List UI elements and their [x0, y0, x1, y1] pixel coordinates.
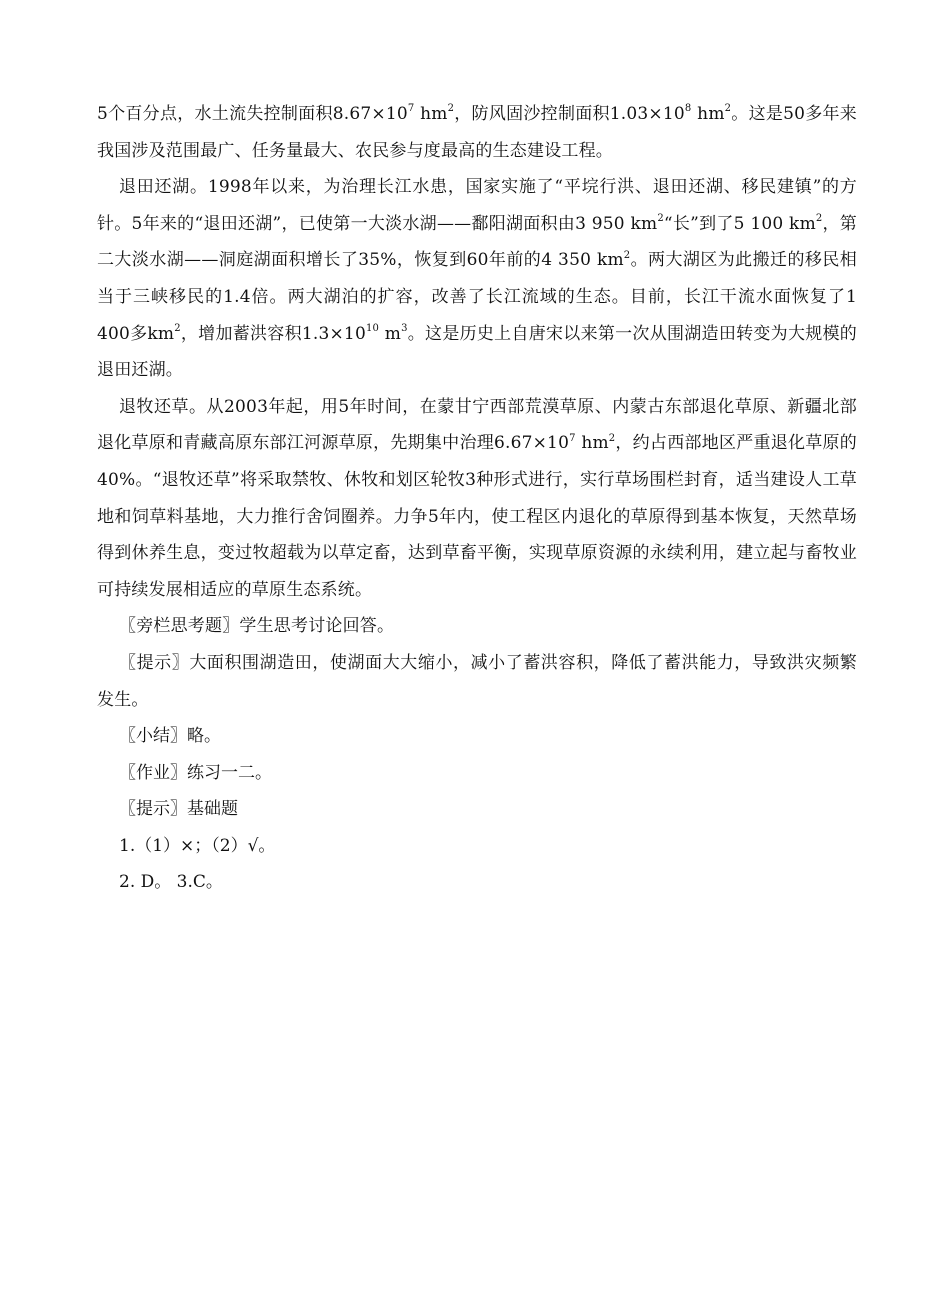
superscript-exponent: 3: [401, 322, 408, 334]
text-run: hm: [414, 104, 448, 124]
answer-line-1: 1.（1）×；（2）√。: [119, 835, 276, 856]
text-run: 。这是历史上自唐宋以来第一次从围湖造田转变为大规模的退田还湖。: [97, 323, 857, 381]
superscript-exponent: 2: [657, 213, 664, 225]
paragraph-continuation: [97, 96, 857, 169]
superscript-exponent: 2: [724, 103, 732, 115]
text-run: 〖提示〗大面积围湖造田，使湖面大大缩小，减小了蓄洪容积，降低了蓄洪能力，导致洪灾频繁发生。: [97, 652, 857, 710]
text-run: hm: [691, 104, 725, 124]
homework-line: 〖作业〗练习一二。: [119, 762, 272, 783]
text-run: m: [379, 323, 402, 344]
superscript-exponent: 7: [407, 103, 415, 115]
summary-line: 〖小结〗略。: [119, 726, 221, 747]
text-run: 5个百分点，水土流失控制面积8.67×10: [97, 104, 408, 124]
superscript-exponent: 7: [569, 432, 576, 444]
text-run: hm: [575, 433, 609, 454]
document-body: [97, 96, 857, 901]
superscript-exponent: 10: [365, 322, 380, 334]
superscript-exponent: 2: [447, 103, 455, 115]
hint-paragraph: [97, 645, 857, 718]
text-run: 退牧还草。从2003年起，用5年时间，在蒙甘宁西部荒漠草原、内蒙古东部退化草原、新疆北部退化草原和青藏高原东部江河源草原，先期集中治理6.67×10: [97, 396, 857, 454]
text-run: ，第二大淡水湖——洞庭湖面积增长了35%，恢复到60年前的4 350 km: [97, 213, 858, 271]
text-run: 退田还湖。1998年以来，为治理长江水患，国家实施了“平垸行洪、退田还湖、移民建镇”的方针。5年来的“退田还湖”，已使第一大淡水湖——鄱阳湖面积由3 950 km: [97, 177, 857, 234]
answer-line-2: 2. D。 3.C。: [119, 872, 223, 893]
text-run: 。两大湖区为此搬迁的移民相当于三峡移民的1.4倍。两大湖泊的扩容，改善了长江流域的生态。目前，长江干流水面恢复了1 400多km: [97, 250, 857, 344]
superscript-exponent: 2: [623, 249, 631, 261]
paragraph-grassland-restoration: [97, 389, 857, 609]
superscript-exponent: 2: [608, 432, 616, 444]
text-run: ，约占西部地区严重退化草原的40%。“退牧还草”将采取禁牧、休牧和划区轮牧3种形式进行，实行草场围栏封育，适当建设人工草地和饲草料基地，大力推行舍饲圈养。力争5年内，使工程区内退化的草原得到基本恢复，天然草场得到休养生息，变过牧超载为以草定畜，达到草畜平衡，实现草原资源的永续利用，建立起与畜牧业可持续发展相适应的草原生态系统。: [97, 433, 857, 600]
superscript-exponent: 8: [684, 103, 692, 115]
superscript-exponent: 2: [174, 322, 181, 334]
text-run: ，增加蓄洪容积1.3×10: [180, 323, 366, 344]
superscript-exponent: 2: [815, 213, 823, 225]
text-run: 〖旁栏思考题〗学生思考讨论回答。: [119, 616, 395, 637]
text-run: ，防风固沙控制面积1.03×10: [454, 104, 685, 124]
hint-basic-line: 〖提示〗基础题: [119, 799, 238, 820]
paragraph-lake-restoration: [97, 169, 857, 389]
sidebar-question: [97, 608, 857, 645]
text-run: 。这是50多年来我国涉及范围最广、任务量最大、农民参与度最高的生态建设工程。: [97, 104, 858, 161]
text-run: “长”到了5 100 km: [663, 213, 816, 234]
